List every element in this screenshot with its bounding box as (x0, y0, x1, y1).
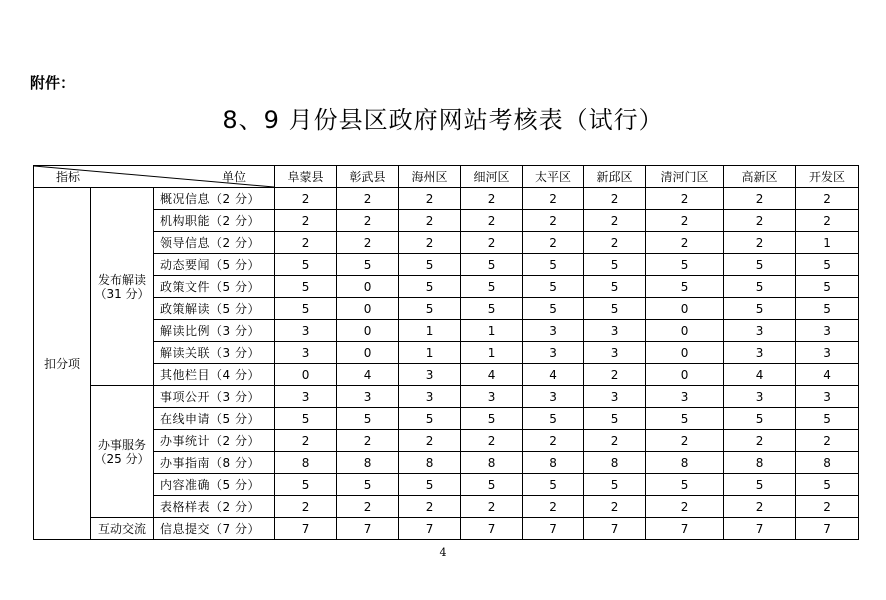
score-cell: 2 (399, 210, 461, 232)
table-row (34, 188, 859, 210)
score-cell: 5 (523, 408, 584, 430)
district-header: 细河区 (461, 166, 523, 188)
score-cell: 2 (337, 430, 399, 452)
table-row (34, 364, 859, 386)
page-number: 4 (439, 546, 447, 559)
score-cell: 7 (399, 518, 461, 540)
header-diagonal-cell (34, 166, 275, 188)
score-cell: 3 (275, 320, 337, 342)
score-cell: 8 (724, 452, 796, 474)
score-cell: 0 (337, 298, 399, 320)
score-cell: 2 (461, 496, 523, 518)
score-cell: 3 (584, 320, 646, 342)
district-header: 高新区 (724, 166, 796, 188)
group-points: （31 分） (94, 286, 150, 301)
header-row (34, 166, 859, 188)
score-cell: 0 (646, 342, 724, 364)
score-cell: 3 (796, 342, 859, 364)
score-cell: 7 (724, 518, 796, 540)
district-header: 开发区 (796, 166, 859, 188)
group-cell (91, 386, 154, 518)
document-title: 8、9 月份县区政府网站考核表（试行） (222, 106, 664, 134)
score-cell: 5 (523, 276, 584, 298)
score-cell: 2 (275, 496, 337, 518)
score-cell: 2 (523, 430, 584, 452)
score-cell: 2 (275, 430, 337, 452)
score-cell: 4 (724, 364, 796, 386)
score-cell: 5 (796, 254, 859, 276)
score-cell: 0 (337, 342, 399, 364)
score-cell: 2 (646, 210, 724, 232)
item-label: 动态要闻（5 分） (154, 254, 275, 276)
score-cell: 3 (724, 320, 796, 342)
score-cell: 5 (584, 276, 646, 298)
district-header: 太平区 (523, 166, 584, 188)
score-cell: 2 (461, 430, 523, 452)
table-row (34, 474, 859, 496)
score-cell: 5 (523, 298, 584, 320)
assessment-table (33, 165, 859, 540)
score-cell: 5 (724, 298, 796, 320)
score-cell: 2 (584, 430, 646, 452)
score-cell: 1 (796, 232, 859, 254)
score-cell: 5 (796, 276, 859, 298)
table-row (34, 276, 859, 298)
score-cell: 5 (275, 474, 337, 496)
score-cell: 3 (523, 386, 584, 408)
table-row (34, 518, 859, 540)
group-points: （25 分） (94, 451, 150, 466)
score-cell: 8 (275, 452, 337, 474)
score-cell: 5 (724, 408, 796, 430)
score-cell: 2 (275, 210, 337, 232)
score-cell: 5 (337, 474, 399, 496)
score-cell: 3 (399, 364, 461, 386)
score-cell: 1 (399, 320, 461, 342)
table-row (34, 430, 859, 452)
table-row (34, 254, 859, 276)
score-cell: 7 (337, 518, 399, 540)
table-row (34, 408, 859, 430)
item-label: 政策解读（5 分） (154, 298, 275, 320)
district-header: 阜蒙县 (275, 166, 337, 188)
score-cell: 7 (796, 518, 859, 540)
score-cell: 3 (796, 386, 859, 408)
score-cell: 2 (461, 232, 523, 254)
item-label: 在线申请（5 分） (154, 408, 275, 430)
score-cell: 2 (646, 188, 724, 210)
header-indicator: 指标 (56, 170, 81, 184)
score-cell: 5 (584, 298, 646, 320)
score-cell: 2 (646, 232, 724, 254)
score-cell: 2 (724, 430, 796, 452)
score-cell: 2 (399, 430, 461, 452)
score-cell: 1 (461, 320, 523, 342)
score-cell: 2 (584, 188, 646, 210)
item-label: 机构职能（2 分） (154, 210, 275, 232)
score-cell: 3 (337, 386, 399, 408)
group-cell (91, 518, 154, 540)
score-cell: 2 (523, 210, 584, 232)
score-cell: 5 (796, 408, 859, 430)
score-cell: 5 (275, 276, 337, 298)
score-cell: 5 (646, 276, 724, 298)
score-cell: 2 (523, 496, 584, 518)
table-body (34, 166, 859, 540)
group-name: 办事服务 (97, 437, 146, 452)
score-cell: 2 (275, 188, 337, 210)
score-cell: 5 (337, 254, 399, 276)
score-cell: 3 (523, 320, 584, 342)
score-cell: 2 (724, 232, 796, 254)
score-cell: 2 (399, 232, 461, 254)
score-cell: 8 (584, 452, 646, 474)
score-cell: 3 (275, 342, 337, 364)
score-cell: 2 (796, 188, 859, 210)
score-cell: 1 (461, 342, 523, 364)
item-label: 政策文件（5 分） (154, 276, 275, 298)
score-cell: 2 (584, 210, 646, 232)
score-cell: 3 (275, 386, 337, 408)
score-cell: 5 (275, 298, 337, 320)
score-cell: 5 (399, 408, 461, 430)
score-cell: 3 (584, 386, 646, 408)
score-cell: 5 (337, 408, 399, 430)
district-header: 海州区 (399, 166, 461, 188)
score-cell: 4 (523, 364, 584, 386)
score-cell: 2 (461, 210, 523, 232)
group-name: 互动交流 (97, 521, 146, 536)
score-cell: 2 (337, 496, 399, 518)
table-row (34, 496, 859, 518)
item-label: 办事统计（2 分） (154, 430, 275, 452)
score-cell: 5 (724, 254, 796, 276)
table-row (34, 298, 859, 320)
score-cell: 0 (646, 320, 724, 342)
district-header: 彰武县 (337, 166, 399, 188)
score-cell: 5 (584, 408, 646, 430)
header-unit: 单位 (222, 170, 247, 184)
score-cell: 5 (399, 276, 461, 298)
attachment-label: 附件： (30, 74, 76, 92)
score-cell: 8 (523, 452, 584, 474)
score-cell: 4 (796, 364, 859, 386)
score-cell: 5 (523, 474, 584, 496)
score-cell: 3 (646, 386, 724, 408)
score-cell: 2 (275, 232, 337, 254)
table-row (34, 342, 859, 364)
score-cell: 2 (399, 188, 461, 210)
score-cell: 5 (646, 474, 724, 496)
score-cell: 2 (584, 364, 646, 386)
score-cell: 5 (461, 298, 523, 320)
score-cell: 3 (584, 342, 646, 364)
score-cell: 5 (724, 276, 796, 298)
score-cell: 2 (584, 496, 646, 518)
score-cell: 3 (724, 342, 796, 364)
table-row (34, 386, 859, 408)
score-cell: 2 (646, 496, 724, 518)
score-cell: 2 (584, 232, 646, 254)
score-cell: 5 (461, 408, 523, 430)
score-cell: 5 (399, 298, 461, 320)
score-cell: 5 (646, 254, 724, 276)
score-cell: 5 (399, 254, 461, 276)
score-cell: 7 (646, 518, 724, 540)
category-cell: 扣分项 (34, 188, 91, 540)
score-cell: 4 (461, 364, 523, 386)
score-cell: 2 (337, 188, 399, 210)
score-cell: 3 (523, 342, 584, 364)
score-cell: 7 (584, 518, 646, 540)
item-label: 事项公开（3 分） (154, 386, 275, 408)
item-label: 领导信息（2 分） (154, 232, 275, 254)
score-cell: 5 (584, 254, 646, 276)
score-cell: 2 (724, 496, 796, 518)
score-cell: 1 (399, 342, 461, 364)
score-cell: 3 (796, 320, 859, 342)
score-cell: 8 (796, 452, 859, 474)
item-label: 表格样表（2 分） (154, 496, 275, 518)
score-cell: 8 (646, 452, 724, 474)
score-cell: 2 (523, 232, 584, 254)
score-cell: 5 (584, 474, 646, 496)
score-cell: 5 (461, 254, 523, 276)
group-cell (91, 188, 154, 386)
score-cell: 7 (275, 518, 337, 540)
item-label: 解读关联（3 分） (154, 342, 275, 364)
score-cell: 2 (461, 188, 523, 210)
item-label: 解读比例（3 分） (154, 320, 275, 342)
score-cell: 0 (337, 276, 399, 298)
score-cell: 2 (399, 496, 461, 518)
score-cell: 3 (724, 386, 796, 408)
score-cell: 0 (275, 364, 337, 386)
score-cell: 4 (337, 364, 399, 386)
score-cell: 2 (523, 188, 584, 210)
group-name: 发布解读 (97, 272, 146, 287)
score-cell: 8 (399, 452, 461, 474)
score-cell: 3 (399, 386, 461, 408)
score-cell: 3 (461, 386, 523, 408)
score-cell: 5 (461, 474, 523, 496)
item-label: 其他栏目（4 分） (154, 364, 275, 386)
score-cell: 5 (724, 474, 796, 496)
score-cell: 5 (461, 276, 523, 298)
table-row (34, 210, 859, 232)
score-cell: 2 (796, 496, 859, 518)
score-cell: 8 (461, 452, 523, 474)
district-header: 新邱区 (584, 166, 646, 188)
score-cell: 0 (646, 298, 724, 320)
score-cell: 2 (646, 430, 724, 452)
score-cell: 5 (275, 254, 337, 276)
score-cell: 2 (724, 188, 796, 210)
score-cell: 5 (399, 474, 461, 496)
table-row (34, 320, 859, 342)
district-header: 清河门区 (646, 166, 724, 188)
score-cell: 0 (646, 364, 724, 386)
item-label: 信息提交（7 分） (154, 518, 275, 540)
score-cell: 7 (461, 518, 523, 540)
score-cell: 5 (796, 298, 859, 320)
table-row (34, 452, 859, 474)
score-cell: 2 (337, 210, 399, 232)
score-cell: 5 (523, 254, 584, 276)
score-cell: 2 (337, 232, 399, 254)
item-label: 概况信息（2 分） (154, 188, 275, 210)
score-cell: 2 (796, 430, 859, 452)
table-row (34, 232, 859, 254)
score-cell: 5 (796, 474, 859, 496)
score-cell: 2 (796, 210, 859, 232)
item-label: 内容准确（5 分） (154, 474, 275, 496)
score-cell: 8 (337, 452, 399, 474)
score-cell: 5 (646, 408, 724, 430)
score-cell: 5 (275, 408, 337, 430)
score-cell: 2 (724, 210, 796, 232)
score-cell: 0 (337, 320, 399, 342)
score-cell: 7 (523, 518, 584, 540)
item-label: 办事指南（8 分） (154, 452, 275, 474)
